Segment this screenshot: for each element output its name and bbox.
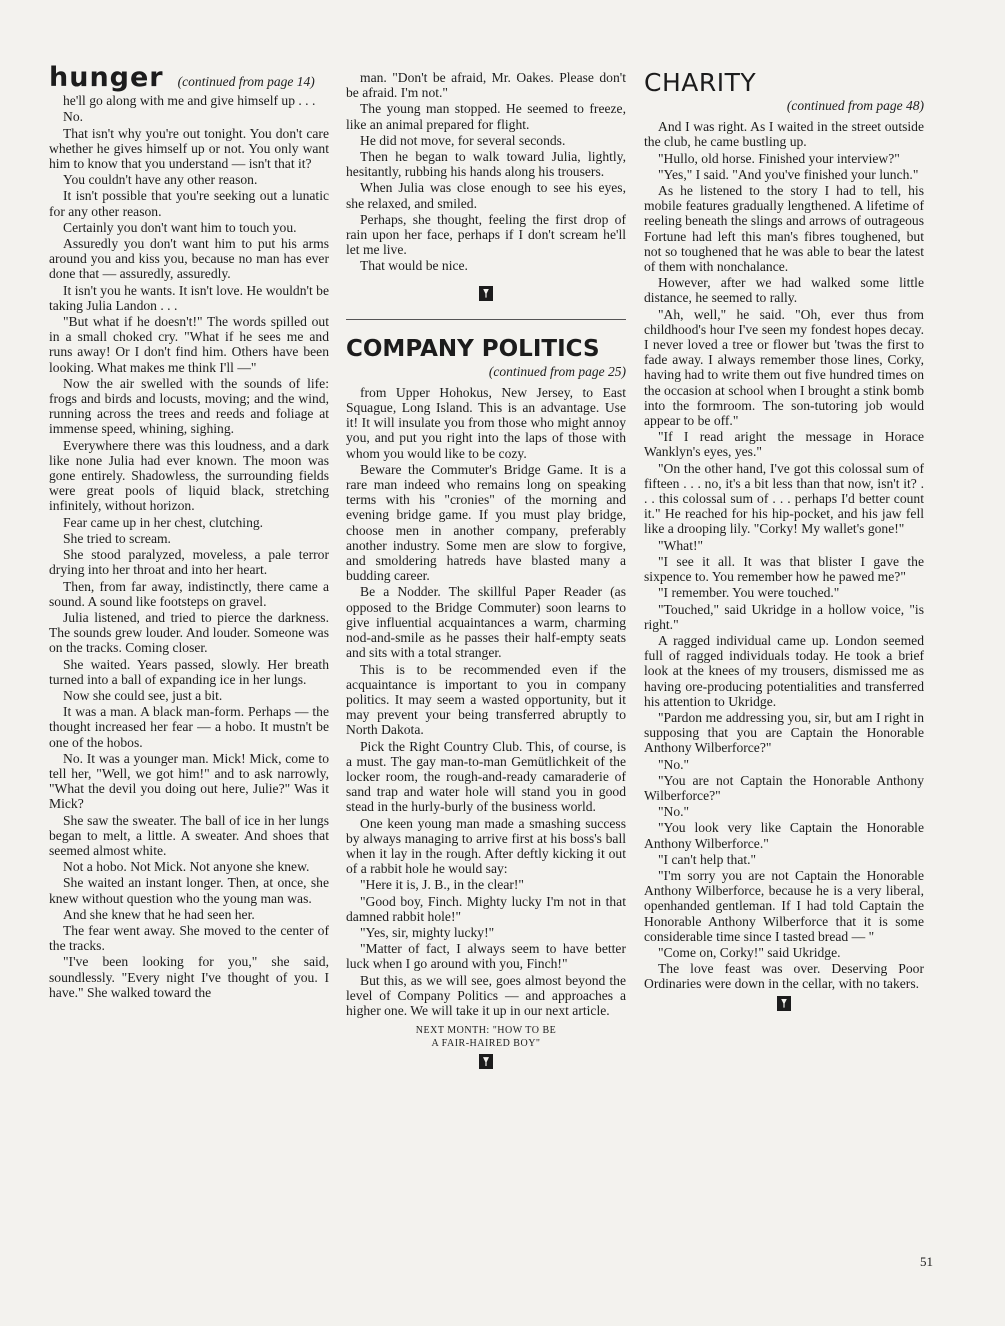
paragraph: But this, as we will see, goes almost beyond the level of Company Politics — and approaches a higher one. We will take it up in our next article. (346, 972, 626, 1018)
page-number: 51 (920, 1254, 933, 1269)
paragraph: Then he began to walk toward Julia, lightly, hesitantly, rubbing his hands along his trousers. (346, 149, 626, 180)
paragraph: As he listened to the story I had to tell, his mobile features gradually lengthened. A lifetime of reeling beneath the slings and arrows of outrageous Fortune had left this man's fibres toughened, but not so toughened that he was able to bear the latest of them with nonchalance. (644, 183, 924, 275)
charity-continued-note: (continued from page 48) (786, 98, 924, 113)
paragraph: She stood paralyzed, moveless, a pale terror drying into her throat and into her heart. (49, 547, 329, 578)
paragraph: "On the other hand, I've got this colossal sum of fifteen . . . no, it's a bit less than that now, isn't it? . . . this colossal sum of . . . perhaps I'd better count it." He reached for his hip-pocket, and his jaw fell like a drooping lily. "Corky! My wallet's gone!" (644, 460, 924, 537)
hunger-ending (346, 70, 626, 274)
paragraph: "No." (658, 804, 690, 820)
paragraph: And she knew that he had seen her. (63, 906, 255, 922)
paragraph: "Touched," said Ukridge in a hollow voice, "is right." (644, 601, 924, 632)
paragraph: "Yes, sir, mighty lucky!" (360, 924, 495, 940)
paragraph: "You are not Captain the Honorable Anthony Wilberforce?" (644, 772, 924, 803)
paragraph: She saw the sweater. The ball of ice in her lungs began to melt, a little. A sweater. And shoes that seemed almost white. (49, 812, 329, 858)
paragraph: When Julia was close enough to see his eyes, she relaxed, and smiled. (346, 180, 626, 211)
hunger-title: hunger (49, 62, 164, 93)
hunger-continued-note: (continued from page 14) (177, 74, 315, 89)
paragraph: "What!" (658, 537, 704, 553)
paragraph: "Pardon me addressing you, sir, but am I right in supposing that you are Captain the Honorable Anthony Wilberforce?" (644, 709, 924, 756)
paragraph: Beware the Commuter's Bridge Game. It is a rare man indeed who remains long on speaking terms with his "cronies" of the morning and evening bridge game. If you must play bridge, choose men in another company, preferably another industry. Some men are slow to forgive, and smoldering hatreds have blasted many a budding career. (346, 461, 626, 584)
paragraph: Now she could see, just a bit. (63, 687, 223, 703)
paragraph: "Hullo, old horse. Finished your interview?" (658, 150, 900, 166)
paragraph: from Upper Hohokus, New Jersey, to East Squague, Long Island. This is an advantage. Use it! It will insulate you from those who might annoy you, and put you right into the laps of those with whom you would like to be cozy. (346, 384, 626, 461)
paragraph: "Yes," I said. "And you've finished your lunch." (658, 166, 919, 182)
paragraph: No. It was a younger man. Mick! Mick, come to tell her, "Well, we got him!" and to ask narrowly, "What the devil you doing out here, Julie?" Was it Mick? (49, 750, 329, 812)
paragraph: Perhaps, she thought, feeling the first drop of rain upon her face, perhaps if I don't scream he'll let me live. (346, 211, 626, 258)
rabbit-head-icon (479, 286, 493, 301)
paragraph: This is to be recommended even if the acquaintance is important to you in company politics. It may seem a wasted opportunity, but it may prevent your being transferred abruptly to North Dakota. (346, 661, 626, 738)
paragraph: Fear came up in her chest, clutching. (63, 514, 264, 530)
paragraph: "Here it is, J. B., in the clear!" (360, 877, 524, 893)
paragraph: Be a Nodder. The skillful Paper Reader (as opposed to the Bridge Commuter) soon learns to give influential acquaintances a warm, charming nod-and-smile as he passes their half-empty seats and sits with a total stranger. (346, 584, 626, 661)
paragraph: The love feast was over. Deserving Poor Ordinaries were down in the cellar, with no takers. (644, 961, 924, 992)
paragraph: Everywhere there was this loudness, and a dark like none Julia had ever known. The moon was gone entirely. Shadowless, the surrounding fields were great pools of liquid black, stretching infinitely, without horizon. (49, 437, 329, 514)
paragraph: It isn't possible that you're seeking out a lunatic for any other reason. (49, 188, 329, 219)
paragraph: The young man stopped. He seemed to freeze, like an animal prepared for flight. (346, 101, 626, 132)
paragraph: She tried to scream. (63, 530, 171, 546)
paragraph: You couldn't have any other reason. (63, 172, 258, 188)
paragraph: "Come on, Corky!" said Ukridge. (658, 944, 841, 960)
hunger-header (49, 62, 329, 93)
paragraph: He did not move, for several seconds. (360, 132, 566, 148)
paragraph: It isn't you he wants. It isn't love. He wouldn't be taking Julia Landon . . . (49, 282, 329, 313)
charity-body (644, 119, 924, 991)
company-politics-continued-note: (continued from page 25) (488, 363, 626, 379)
rabbit-head-icon (777, 996, 791, 1011)
paragraph: No. (63, 109, 84, 125)
paragraph: he'll go along with me and give himself up . . . (63, 93, 316, 109)
column-company-politics (346, 70, 626, 1069)
paragraph: That would be nice. (360, 258, 468, 274)
paragraph: Julia listened, and tried to pierce the darkness. The sounds grew louder. And louder. Someone was on the tracks. Coming closer. (49, 609, 329, 656)
paragraph: "But what if he doesn't!" The words spilled out in a small choked cry. "What if he sees me and runs away! Or I don't find him. Others have been looking. What makes me think I'll —" (49, 314, 329, 375)
paragraph: Pick the Right Country Club. This, of course, is a must. The gay man-to-man Gemütlichkeit of the locker room, the rough-and-ready camaraderie of sand trap and water hole will stand you in good stead in the hurly-burly of the business world. (346, 738, 626, 815)
paragraph: One keen young man made a smashing success by always managing to arrive first at his boss's ball when it lay in the rough. After deftly kicking it out of a rabbit hole he would say: (346, 815, 626, 877)
paragraph: "I can't help that." (658, 851, 757, 867)
paragraph: That isn't why you're out tonight. You don't care whether he gives himself up or not. You only want him to know that you understand — isn't that it? (49, 125, 329, 172)
paragraph: And I was right. As I waited in the street outside the club, he came bustling up. (644, 119, 924, 150)
paragraph: "I remember. You were touched." (658, 585, 840, 601)
paragraph: "You look very like Captain the Honorable Anthony Wilberforce." (644, 820, 924, 851)
charity-title: CHARITY (644, 68, 757, 97)
next-month-note (346, 1024, 626, 1050)
paragraph: Assuredly you don't want him to put his arms around you and kiss you, because no man has ever done that — assuredly, assuredly. (49, 236, 329, 282)
paragraph: "Ah, well," he said. "Oh, ever thus from childhood's hour I've seen my fondest hopes decay. I never loved a tree or flower but 'twas the first to fade away. I always remember those lines, Corky, having had to write them out five hundred times on the occasion at school when I brought a stink bomb into the formroom. The son-tutoring job would appear to be off." (644, 306, 924, 429)
company-politics-title: COMPANY POLITICS (346, 335, 600, 362)
paragraph: She waited. Years passed, slowly. Her breath turned into a ball of expanding ice in her lungs. (49, 656, 329, 687)
paragraph: Then, from far away, indistinctly, there came a sound. A sound like footsteps on gravel. (49, 578, 329, 609)
paragraph: man. "Don't be afraid, Mr. Oakes. Please don't be afraid. I'm not." (346, 70, 626, 101)
paragraph: Not a hobo. Not Mick. Not anyone she knew. (63, 859, 310, 875)
section-divider (346, 319, 626, 320)
paragraph: "Matter of fact, I always seem to have better luck when I go around with you, Finch!" (346, 941, 626, 972)
paragraph: "Good boy, Finch. Mighty lucky I'm not in that damned rabbit hole!" (346, 893, 626, 924)
paragraph: It was a man. A black man-form. Perhaps — the thought increased her fear — a hobo. It mustn't be one of the hobos. (49, 704, 329, 750)
hunger-body (49, 93, 329, 1000)
rabbit-head-icon (479, 1054, 493, 1069)
column-charity (644, 70, 924, 1011)
column-hunger (49, 62, 329, 1000)
paragraph: A ragged individual came up. London seemed full of ragged individuals today. He took a brief look at the knees of my trousers, dismissed me as having ore-producing potentialities and transferred his attention to Ukridge. (644, 632, 924, 709)
paragraph: "I see it all. It was that blister I gave the sixpence to. You remember how he pawed me?" (644, 553, 924, 585)
paragraph: She waited an instant longer. Then, at once, she knew without question who the young man was. (49, 875, 329, 906)
company-politics-body (346, 385, 626, 1018)
paragraph: "I'm sorry you are not Captain the Honorable Anthony Wilberforce, because he is a very liberal, openhanded gentleman. If I had told Captain the Honorable Anthony Wilberforce that it is some considerable time since I tasted bread — " (644, 867, 924, 944)
paragraph: "No." (658, 756, 690, 772)
paragraph: The fear went away. She moved to the center of the tracks. (49, 922, 329, 954)
paragraph: Now the air swelled with the sounds of life: frogs and birds and locusts, moving; and the wind, running across the trees and reeds and foliage at immense speed, whining, sighing. (49, 375, 329, 437)
next-month-line-1: NEXT MONTH: "HOW TO BE (415, 1025, 557, 1037)
next-month-line-2: A FAIR-HAIRED BOY" (431, 1038, 541, 1050)
paragraph: Certainly you don't want him to touch you. (63, 219, 297, 235)
paragraph: However, after we had walked some little distance, he seemed to rally. (644, 275, 924, 306)
paragraph: "If I read aright the message in Horace Wanklyn's eyes, yes." (644, 429, 924, 460)
paragraph: "I've been looking for you," she said, soundlessly. "Every night I've thought of you. I have." She walked toward the (49, 954, 329, 1000)
